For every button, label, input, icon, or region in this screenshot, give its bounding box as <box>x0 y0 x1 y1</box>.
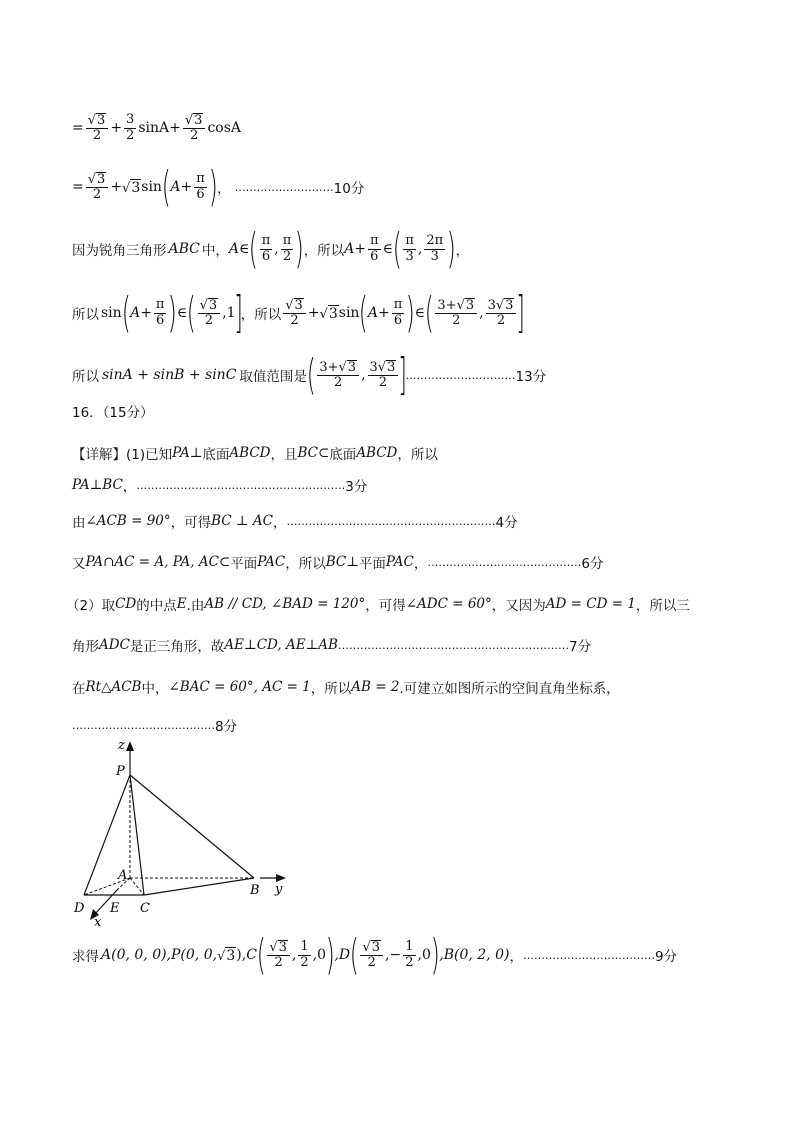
plus-sign: + <box>307 305 320 321</box>
comma: , <box>291 947 297 963</box>
right-bracket: ] <box>233 287 243 338</box>
text: ，所以 <box>303 243 345 259</box>
fraction-sqrt3-over-2: √ 3 2 <box>267 940 290 971</box>
text: 的中点 <box>136 598 177 614</box>
comma: ， <box>413 556 428 572</box>
A-plus: A+ <box>367 305 390 321</box>
q16-line-4 <box>72 549 603 575</box>
left-paren: ( <box>359 288 369 337</box>
fraction-3plussqrt3-over-2: 3+ √ 3 2 <box>435 298 477 329</box>
text: 所以 <box>72 307 99 323</box>
fraction-pi-over-6: $\frac{\pi}{6}$ <box>196 171 205 202</box>
comma: , <box>361 367 366 383</box>
math: PA⊥BC <box>72 477 123 493</box>
math: ABCD <box>356 445 398 461</box>
label-z: z <box>118 738 125 753</box>
leader-dots: ……………………………………………………… <box>337 638 569 652</box>
text: 底面 <box>329 447 357 463</box>
math: AE⊥CD, AE⊥AB <box>224 637 338 653</box>
z-arrow <box>126 741 134 751</box>
leader-dots: ………………………… <box>405 368 516 382</box>
fraction-pi-over-6: $\frac{\pi}{6}$ <box>393 297 403 328</box>
left-paren: ( <box>249 224 259 273</box>
fraction-3plussqrt3-over-2: 3+ √ 3 2 <box>317 360 359 391</box>
right-bracket: ] <box>516 287 526 338</box>
point-C: C <box>246 947 257 963</box>
math: PAC <box>385 554 414 570</box>
A-plus: A+ <box>344 241 367 257</box>
math: ∠ACB = 90° <box>85 513 171 529</box>
text: 所以 <box>72 369 99 385</box>
left-paren: ( <box>306 350 316 399</box>
sqrt3: √ 3 <box>217 947 236 964</box>
math: PAC <box>257 554 286 570</box>
text: ，所以三 <box>635 598 690 614</box>
comma: , <box>479 305 484 321</box>
math: PA∩AC = A, PA, AC⊂ <box>85 554 231 570</box>
equals-sign: = <box>72 120 84 136</box>
fraction-2pi-over-3: $\frac{2\pi}{3}$ <box>426 233 444 264</box>
left-paren: ( <box>392 224 402 273</box>
equation-line-5 <box>72 350 546 400</box>
A-in: A∈ <box>228 241 250 257</box>
point-A: A(0, 0, 0), <box>101 947 172 963</box>
text: 又 <box>72 556 86 572</box>
math: ∠BAC = 60°, AC = 1 <box>168 679 311 695</box>
label-E: E <box>110 901 120 916</box>
math: ABCD <box>229 445 271 461</box>
points-label: 6分 <box>581 556 604 572</box>
equation-line-3: 因为锐角三角形 ABC 中， A∈ ( $\frac{\pi}{6}$ , $\frac{\pi}{2}$ ) ，所以 A+ $\frac{\pi}{6}$ ∈ ( $\frac{\pi}{3}$ , $\frac{2\pi}{3}$ ) ， <box>72 224 470 273</box>
comma: ， <box>122 479 137 495</box>
right-paren: ) <box>446 224 456 273</box>
fraction-3sqrt3-over-2: 3 √ 3 2 <box>368 360 399 391</box>
leader-dots: ……………………………… <box>522 948 655 962</box>
text: .可建立如图所示的空间直角坐标系， <box>399 681 620 697</box>
points-label: 4分 <box>495 515 518 531</box>
sinA-term: sinA <box>138 120 170 136</box>
fraction-sqrt3-over-2: √ 3 2 <box>86 172 109 203</box>
label-A: A <box>118 868 128 883</box>
text: ，且 <box>270 447 298 463</box>
left-paren: ( <box>121 288 131 337</box>
math: AB // CD, ∠BAD = 120° <box>204 596 366 612</box>
text: ，可得 <box>170 515 212 531</box>
question-16-header <box>72 398 154 424</box>
text: 是正三角形，故 <box>129 639 225 655</box>
text: 角形 <box>72 639 99 655</box>
math: BC⊥ <box>325 554 359 570</box>
text: 取值范围是 <box>239 369 307 385</box>
math: ∠ADC = 60° <box>405 596 492 612</box>
q16-line-1 <box>72 440 438 466</box>
math: AB = 2 <box>351 679 400 695</box>
math: CD <box>115 596 137 612</box>
fraction-pi-over-3: $\frac{\pi}{3}$ <box>405 233 414 264</box>
sin-term: sin <box>338 305 360 321</box>
comma-one: ,1 <box>222 305 236 321</box>
var-A: A <box>170 179 181 195</box>
text: ，所以 <box>310 681 352 697</box>
sqrt3: √ 3 <box>122 179 141 196</box>
fraction-sqrt3-over-2: √ 3 2 <box>86 113 109 144</box>
text: 底面 <box>202 447 230 463</box>
right-paren: ) <box>430 930 440 979</box>
comma: ， <box>455 243 470 259</box>
text: ，所以 <box>285 556 326 572</box>
text: 【详解】(1)已知 <box>72 447 173 463</box>
points-label: 13分 <box>515 369 547 385</box>
equals-sign: = <box>72 179 84 195</box>
left-paren: ( <box>349 930 359 979</box>
points-label: 3分 <box>345 479 368 495</box>
math: PA⊥ <box>172 445 203 461</box>
paren-close: ), <box>236 947 247 963</box>
label-C: C <box>140 901 150 916</box>
fraction-pi-over-2: $\frac{\pi}{2}$ <box>282 233 292 264</box>
label-y: y <box>275 882 283 897</box>
label-P: P <box>116 764 125 779</box>
comma-zero: ,0 <box>417 947 431 963</box>
equation-line-1 <box>72 103 241 153</box>
left-paren: ( <box>424 288 434 337</box>
comma-minus: ,− <box>385 947 402 963</box>
label-B: B <box>250 883 260 898</box>
fraction-pi-over-6: $\frac{\pi}{6}$ <box>261 233 271 264</box>
fraction-sqrt3-over-2: √ 3 2 <box>183 113 206 144</box>
math: AD = CD = 1 <box>545 596 636 612</box>
text: 平面 <box>358 556 386 572</box>
leader-dots: …………………………………… <box>427 555 582 569</box>
q16-line-6 <box>72 632 591 658</box>
text: 由 <box>72 515 86 531</box>
fraction-1-over-2: $\frac{1}{2}$ <box>405 939 414 970</box>
y-arrow <box>276 874 286 882</box>
text: 求得 <box>72 949 99 965</box>
fraction-pi-over-6: $\frac{\pi}{6}$ <box>155 297 165 328</box>
points-label: 7分 <box>568 639 592 655</box>
sin-term: sin <box>101 305 122 321</box>
math: Rt△ACB <box>85 679 142 695</box>
text: 中， <box>201 243 229 259</box>
element-of: ∈ <box>414 305 425 321</box>
text: ，又因为 <box>491 598 546 614</box>
fraction-3-over-2: $\frac{3}{2}$ <box>126 112 135 143</box>
points-label: 10分 <box>333 181 365 197</box>
point-P: P(0, 0, <box>171 947 218 963</box>
left-paren: ( <box>161 162 171 211</box>
q16-line-3 <box>72 508 518 534</box>
leader-dots: ………………………………………………… <box>286 514 496 528</box>
sin-term: sin <box>141 179 162 195</box>
var-ABC: ABC <box>168 241 200 257</box>
text: 平面 <box>230 556 258 572</box>
text: ，所以 <box>397 447 438 463</box>
text: ，可得 <box>365 598 406 614</box>
equation-line-4 <box>72 288 524 338</box>
plus-sign: + <box>110 120 123 136</box>
point-D: ,D <box>334 947 351 963</box>
element-of: ∈ <box>382 241 393 257</box>
comma: ， <box>273 515 287 531</box>
plus-sign: + <box>110 179 123 195</box>
fraction-3sqrt3-over-2: 3 √ 3 2 <box>486 298 517 329</box>
points-label: 9分 <box>654 949 678 965</box>
leader-dots: ……………………… <box>234 180 334 194</box>
text: 因为锐角三角形 <box>72 243 167 259</box>
fraction-sqrt3-over-2: √ 3 2 <box>198 298 221 329</box>
fraction-sqrt3-over-2: √ 3 2 <box>360 940 383 971</box>
plus-sign: + <box>169 120 181 136</box>
sqrt3: √ 3 <box>319 305 338 322</box>
fraction-1-over-2: $\frac{1}{2}$ <box>300 939 309 970</box>
right-paren: ) <box>168 288 178 337</box>
fraction-pi-over-6: $\frac{\pi}{6}$ <box>370 233 379 264</box>
comma: ， <box>217 181 231 197</box>
q16-line-7 <box>72 674 620 700</box>
q16-line-5 <box>66 591 690 617</box>
math: BC ⊥ AC <box>211 513 273 529</box>
comma-zero: ,0 <box>312 947 326 963</box>
left-paren: ( <box>256 930 266 979</box>
right-paren: ) <box>405 288 415 337</box>
right-bracket: ] <box>398 349 408 400</box>
right-paren: ) <box>294 224 304 273</box>
plus-sign: + <box>180 179 193 195</box>
text: 中， <box>141 681 169 697</box>
right-paren: ) <box>325 930 335 979</box>
label-x: x <box>94 915 102 930</box>
text: 在 <box>72 681 86 697</box>
math: ADC <box>99 637 130 653</box>
coordinates-line <box>72 930 677 980</box>
leader-dots: ………………………………… <box>72 718 215 732</box>
text: ，所以 <box>240 307 282 323</box>
edge-PB <box>130 775 254 878</box>
right-paren: ) <box>208 162 218 211</box>
cosA-term: cosA <box>207 120 242 136</box>
fraction-sqrt3-over-2: √ 3 2 <box>283 298 306 329</box>
element-of: ∈ <box>176 305 188 321</box>
comma: ， <box>509 949 523 965</box>
pyramid-figure <box>70 735 300 930</box>
sum-expression: sinA + sinB + sinC <box>102 367 237 383</box>
edge-CB <box>144 878 254 895</box>
text: .由 <box>186 598 205 614</box>
point-B: ,B(0, 2, 0) <box>439 947 510 963</box>
math: BC⊂ <box>297 445 330 461</box>
leader-dots: ………………………………………………… <box>136 478 346 492</box>
points-label: 8分 <box>215 719 238 735</box>
edge-PC <box>130 775 144 895</box>
left-paren: ( <box>186 288 196 337</box>
math: E <box>176 596 187 612</box>
label-D: D <box>74 901 85 916</box>
text: （2）取 <box>66 598 116 614</box>
A-plus: A+ <box>130 305 152 321</box>
equation-line-2 <box>72 162 364 212</box>
question-number: 16．（15分） <box>72 405 154 421</box>
q16-line-2 <box>72 472 367 498</box>
